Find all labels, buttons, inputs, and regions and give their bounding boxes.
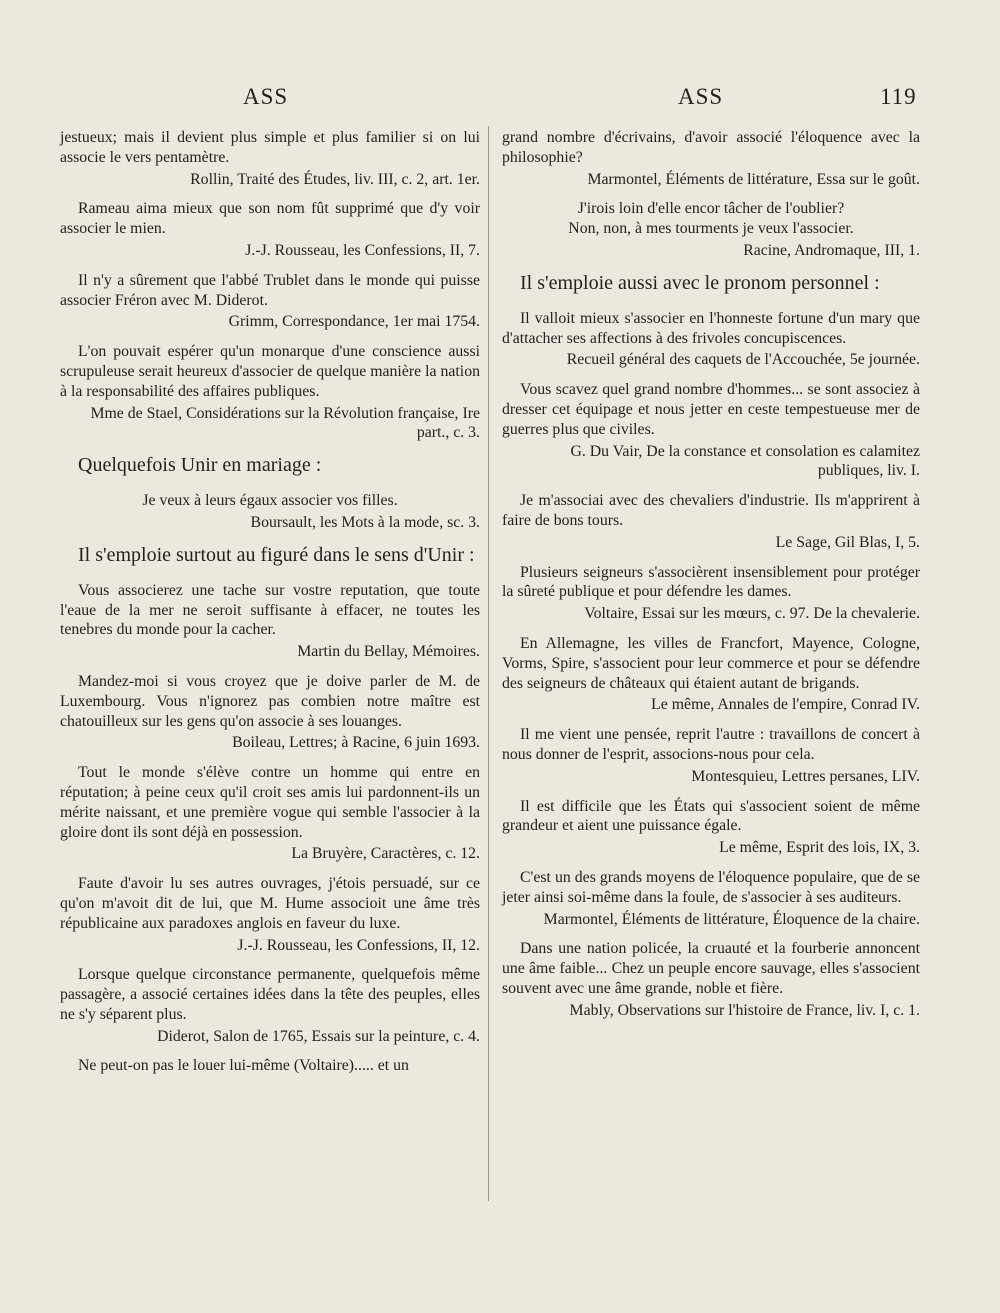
quote-text: Je m'associai avec des chevaliers d'industrie. Ils m'apprirent à faire de bons tours. [502, 492, 920, 529]
quote-text: Il est difficile que les États qui s'associent soient de même grandeur et aient une puissance égale. [502, 797, 920, 835]
quote-citation: Diderot, Salon de 1765, Essais sur la peinture, c. 4. [157, 1027, 480, 1045]
quote-text: Vous associerez une tache sur vostre reputation, que toute l'eaue de la mer ne seroit suffisante à effacer, ne toutes les tenebres du monde pour la cacher. [60, 581, 480, 639]
quote-text: Faute d'avoir lu ses autres ouvrages, j'étois persuadé, sur ce qu'on m'avoit dit de lui, que M. Hume associoit une âme très républicaine aux paradoxes anglois en faveur du luxe. [60, 875, 480, 932]
quote-citation: G. Du Vair, De la constance et consolation es calamitez publiques, liv. I. [570, 442, 920, 480]
quote-text: Plusieurs seigneurs s'associèrent insensiblement pour protéger la sûreté publique et pour défendre les dames. [502, 563, 920, 601]
section-heading: Il s'emploie aussi avec le pronom personnel : [520, 271, 880, 294]
verse-line: Non, non, à mes tourments je veux l'associer. [568, 220, 854, 238]
left-column [60, 128, 480, 1086]
section-heading: Il s'emploie surtout au figuré dans le sens d'Unir : [78, 543, 475, 566]
quote-citation: Le même, Esprit des lois, IX, 3. [719, 839, 920, 857]
quotation [60, 874, 480, 955]
quotation [502, 199, 920, 260]
quote-citation: Racine, Andromaque, III, 1. [743, 241, 920, 259]
quote-citation: Boursault, les Mots à la mode, sc. 3. [250, 513, 480, 531]
running-head-left: ASS [243, 84, 289, 109]
quotation [60, 271, 480, 332]
running-head-right: ASS [678, 84, 724, 109]
quotation [60, 199, 480, 260]
section-heading: Quelquefois Unir en mariage : [78, 454, 322, 477]
quote-text: En Allemagne, les villes de Francfort, Mayence, Cologne, Vorms, Spire, s'associent pour leur commerce et pour se défendre des seigneurs de châteaux qui étaient autant de brigands. [502, 634, 920, 692]
quote-text: Je veux à leurs égaux associer vos filles. [142, 492, 398, 510]
quote-citation: Rollin, Traité des Études, liv. III, c. 2, art. 1er. [190, 170, 480, 188]
quote-text: Vous scavez quel grand nombre d'hommes... se sont associez à dresser cet équipage et nous jetter en ceste tempestueuse mer de guerres plus que civiles. [502, 381, 920, 438]
quote-citation: Le même, Annales de l'empire, Conrad IV. [651, 696, 920, 714]
quote-citation: Mme de Stael, Considérations sur la Révolution française, Ire part., c. 3. [90, 404, 480, 442]
quote-citation: Martin du Bellay, Mémoires. [297, 643, 480, 661]
quote-citation: Boileau, Lettres; à Racine, 6 juin 1693. [232, 734, 480, 752]
right-column [502, 128, 920, 1030]
quote-citation: Le Sage, Gil Blas, I, 5. [775, 533, 920, 551]
quote-citation: Marmontel, Éléments de littérature, Éloquence de la chaire. [543, 910, 920, 928]
quote-text: Il n'y a sûrement que l'abbé Trublet dans le monde qui puisse associer Fréron avec M. Diderot. [60, 271, 480, 309]
quote-text: jestueux; mais il devient plus simple et plus familier si on lui associe le vers pentamètre. [60, 129, 480, 166]
quote-text: grand nombre d'écrivains, d'avoir associé l'éloquence avec la philosophie? [502, 129, 920, 166]
quotation [60, 342, 480, 443]
quote-citation: Montesquieu, Lettres persanes, LIV. [691, 767, 920, 785]
quote-text: Il me vient une pensée, reprit l'autre : travaillons de concert à nous donner de l'esprit, associons-nous pour cela. [502, 726, 920, 763]
quote-citation: Grimm, Correspondance, 1er mai 1754. [228, 313, 480, 331]
quote-text: C'est un des grands moyens de l'éloquence populaire, que de se jeter ainsi soi-même dans la foule, de s'associer à ses auditeurs. [502, 868, 920, 906]
quotation [502, 725, 920, 786]
quotation [502, 939, 920, 1020]
quote-text: Ne peut-on pas le louer lui-même (Voltaire)..... et un [78, 1057, 409, 1075]
quote-citation: Marmontel, Éléments de littérature, Essa sur le goût. [587, 170, 920, 188]
quote-text: Tout le monde s'élève contre un homme qui entre en réputation; à peine ceux qu'il croit ses amis lui pardonnent-ils un mérite naissant, et une première vogue qui semble l'associer à la gloire dont ils sont déjà en possession. [60, 764, 480, 841]
quotation [60, 763, 480, 864]
quotation [60, 965, 480, 1046]
quotation [60, 1056, 480, 1076]
quote-citation: J.-J. Rousseau, les Confessions, II, 12. [237, 936, 480, 954]
quote-text: Il valloit mieux s'associer en l'honneste fortune d'un mary que d'attacher ses affections à des frivoles concupiscences. [502, 309, 920, 347]
quotation [502, 128, 920, 189]
quotation [502, 634, 920, 715]
quotation [60, 491, 480, 533]
quote-text: Dans une nation policée, la cruauté et la fourberie annoncent une âme faible... Chez un peuple encore sauvage, elles s'associent souvent avec une âme grande, noble et fière. [502, 940, 920, 997]
quote-citation: La Bruyère, Caractères, c. 12. [291, 845, 480, 863]
quote-citation: Recueil général des caquets de l'Accouchée, 5e journée. [566, 351, 920, 369]
quote-citation: Voltaire, Essai sur les mœurs, c. 97. De la chevalerie. [584, 605, 920, 623]
quotation [502, 491, 920, 552]
column-divider [488, 126, 489, 1201]
quote-citation: Mably, Observations sur l'histoire de France, liv. I, c. 1. [569, 1001, 920, 1019]
quotation [60, 128, 480, 189]
quote-text: Rameau aima mieux que son nom fût supprimé que d'y voir associer le mien. [60, 200, 480, 238]
quotation [502, 309, 920, 370]
quotation [60, 581, 480, 662]
quotation [502, 868, 920, 929]
quote-text: L'on pouvait espérer qu'un monarque d'une conscience aussi scrupuleuse serait heureux d'associer de quelque manière la nation à la responsabilité des affaires publiques. [60, 343, 480, 400]
quotation [502, 380, 920, 481]
verse-line: J'irois loin d'elle encor tâcher de l'oublier? [577, 200, 845, 218]
quote-text: Lorsque quelque circonstance permanente, quelquefois même passagère, a associé certaines idées dans la tête des peuples, elles ne s'y séparent plus. [60, 966, 480, 1023]
quote-citation: J.-J. Rousseau, les Confessions, II, 7. [245, 241, 480, 259]
quotation [60, 672, 480, 753]
quotation [502, 797, 920, 858]
quote-text: Mandez-moi si vous croyez que je doive parler de M. de Luxembourg. Vous n'ignorez pas combien notre maître est chatouilleux sur les gens qu'on associe à ses louanges. [60, 672, 480, 730]
quotation [502, 563, 920, 624]
page-number: 119 [880, 84, 917, 109]
